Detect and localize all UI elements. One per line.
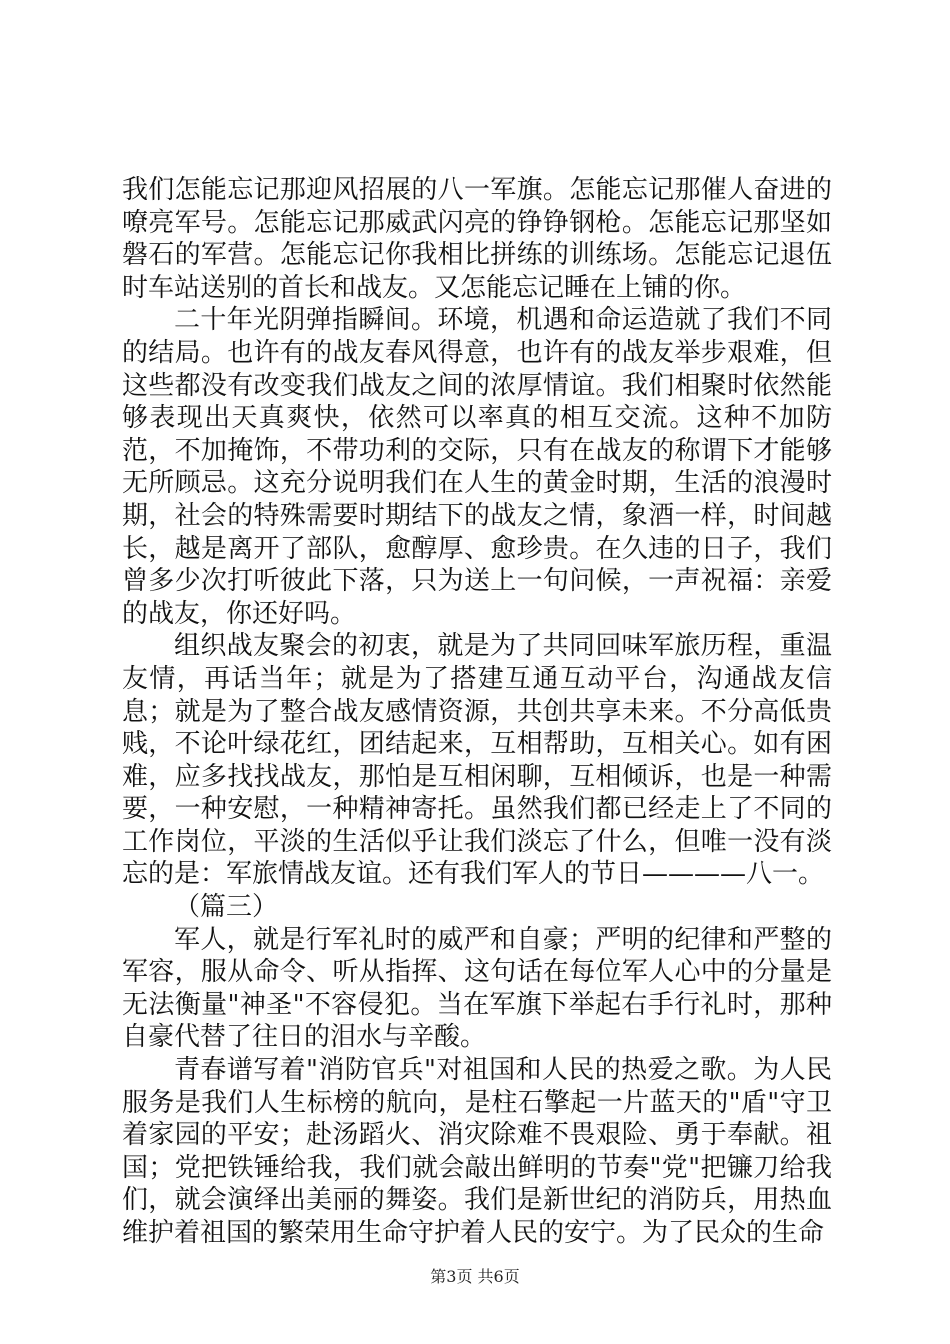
paragraph-5: 青春谱写着"消防官兵"对祖国和人民的热爱之歌。为人民服务是我们人生标榜的航向，是柱石擎起一片蓝天的"盾"守卫着家园的平安；赴汤蹈火、消灾除难不畏艰险、勇于奉献。祖国；党把铁锤给我，我们就会敲出鲜明的节奏"党"把镰刀给我们，就会演绎出美丽的舞姿。我们是新世纪的消防兵，用热血维护着祖国的繁荣用生命守护着人民的安宁。为了民众的生命: [122, 1055, 832, 1248]
document-body: [122, 174, 832, 1250]
paragraph-4: 军人，就是行军礼时的威严和自豪；严明的纪律和严整的军容，服从命令、听从指挥、这句话在每位军人心中的分量是无法衡量"神圣"不容侵犯。当在军旗下举起右手行礼时，那种自豪代替了往日的泪水与辛酸。: [122, 924, 832, 1053]
section-heading: （篇三）: [174, 892, 279, 923]
paragraph-2: 二十年光阴弹指瞬间。环境，机遇和命运造就了我们不同的结局。也许有的战友春风得意，也许有的战友举步艰难，但这些都没有改变我们战友之间的浓厚情谊。我们相聚时依然能够表现出天真爽快，依然可以率真的相互交流。这种不加防范，不加掩饰，不带功利的交际，只有在战友的称谓下才能够无所顾忌。这充分说明我们在人生的黄金时期，生活的浪漫时期，社会的特殊需要时期结下的战友之情，象酒一样，时间越长，越是离开了部队，愈醇厚、愈珍贵。在久违的日子，我们曾多少次打听彼此下落，只为送上一句问候，一声祝福：亲爱的战友，你还好吗。: [122, 305, 832, 629]
paragraph-1: 我们怎能忘记那迎风招展的八一军旗。怎能忘记那催人奋进的嘹亮军号。怎能忘记那威武闪亮的铮铮钢枪。怎能忘记那坚如磐石的军营。怎能忘记你我相比拼练的训练场。怎能忘记退伍时车站送别的首长和战友。又怎能忘记睡在上铺的你。: [122, 175, 832, 303]
page-number-footer: 第3页 共6页: [430, 1267, 520, 1286]
paragraph-3: 组织战友聚会的初衷，就是为了共同回味军旅历程，重温友情，再话当年；就是为了搭建互通互动平台，沟通战友信息；就是为了整合战友感情资源，共创共享未来。不分高低贵贱，不论叶绿花红，团结起来，互相帮助，互相关心。如有困难，应多找找战友，那怕是互相闲聊，互相倾诉，也是一种需要，一种安慰，一种精神寄托。虽然我们都已经走上了不同的工作岗位，平淡的生活似乎让我们淡忘了什么，但唯一没有淡忘的是：军旅情战友谊。还有我们军人的节日————八一。: [122, 631, 832, 890]
